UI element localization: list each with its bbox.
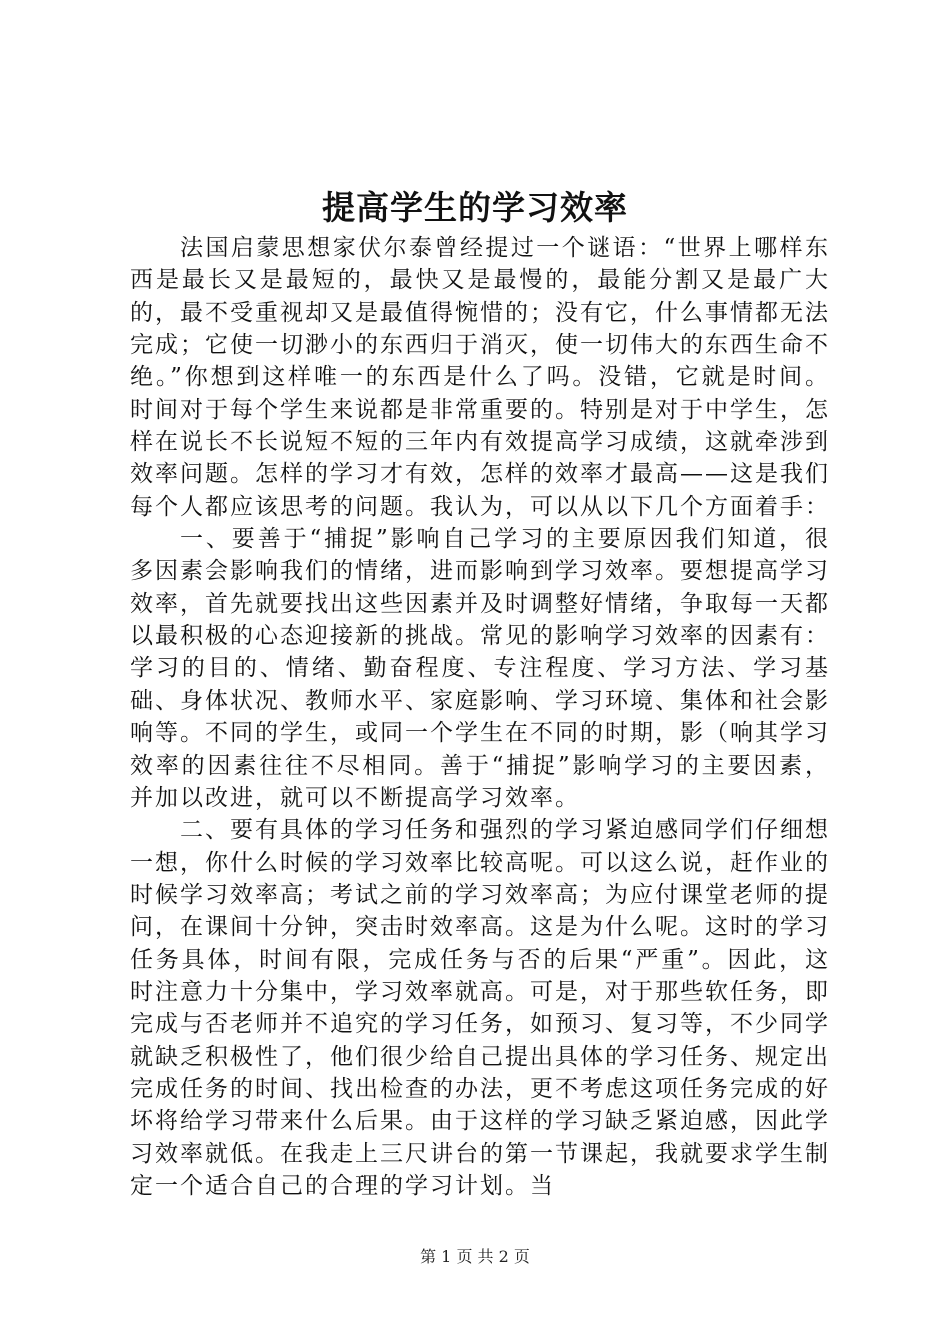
document-body <box>130 232 830 1202</box>
paragraph-point-one: 一、要善于“捕捉”影响自己学习的主要原因我们知道，很多因素会影响我们的情绪，进而影响到学习效率。要想提高学习效率，首先就要找出这些因素并及时调整好情绪，争取每一天都以最积极的心态迎接新的挑战。常见的影响学习效率的因素有：学习的目的、情绪、勤奋程度、专注程度、学习方法、学习基础、身体状况、教师水平、家庭影响、学习环境、集体和社会影响等。不同的学生，或同一个学生在不同的时期，影（响其学习效率的因素往往不尽相同。善于“捕捉”影响学习的主要因素，并加以改进，就可以不断提高学习效率。 <box>130 526 830 811</box>
paragraph-point-two: 二、要有具体的学习任务和强烈的学习紧迫感同学们仔细想一想，你什么时候的学习效率比较高呢。可以这么说，赶作业的时候学习效率高；考试之前的学习效率高；为应付课堂老师的提问，在课间十分钟，突击时效率高。这是为什么呢。这时的学习任务具体，时间有限，完成任务与否的后果“严重”。因此，这时注意力十分集中，学习效率就高。可是，对于那些软任务，即完成与否老师并不追究的学习任务，如预习、复习等，不少同学就缺乏积极性了，他们很少给自己提出具体的学习任务、规定出完成任务的时间、找出检查的办法，更不考虑这项任务完成的好坏将给学习带来什么后果。由于这样的学习缺乏紧迫感，因此学习效率就低。在我走上三尺讲台的第一节课起，我就要求学生制定一个适合自己的合理的学习计划。当 <box>130 817 830 1199</box>
page-footer: 第 1 页 共 2 页 <box>420 1247 530 1266</box>
document-title: 提高学生的学习效率 <box>322 188 628 227</box>
paragraph-intro: 法国启蒙思想家伏尔泰曾经提过一个谜语：“世界上哪样东西是最长又是最短的，最快又是最慢的，最能分割又是最广大的，最不受重视却又是最值得惋惜的；没有它，什么事情都无法完成；它使一切渺小的东西归于消灭，使一切伟大的东西生命不绝。”你想到这样唯一的东西是什么了吗。没错，它就是时间。时间对于每个学生来说都是非常重要的。特别是对于中学生，怎样在说长不长说短不短的三年内有效提高学习成绩，这就牵涉到效率问题。怎样的学习才有效，怎样的效率才最高——这是我们每个人都应该思考的问题。我认为，可以从以下几个方面着手： <box>130 235 830 520</box>
